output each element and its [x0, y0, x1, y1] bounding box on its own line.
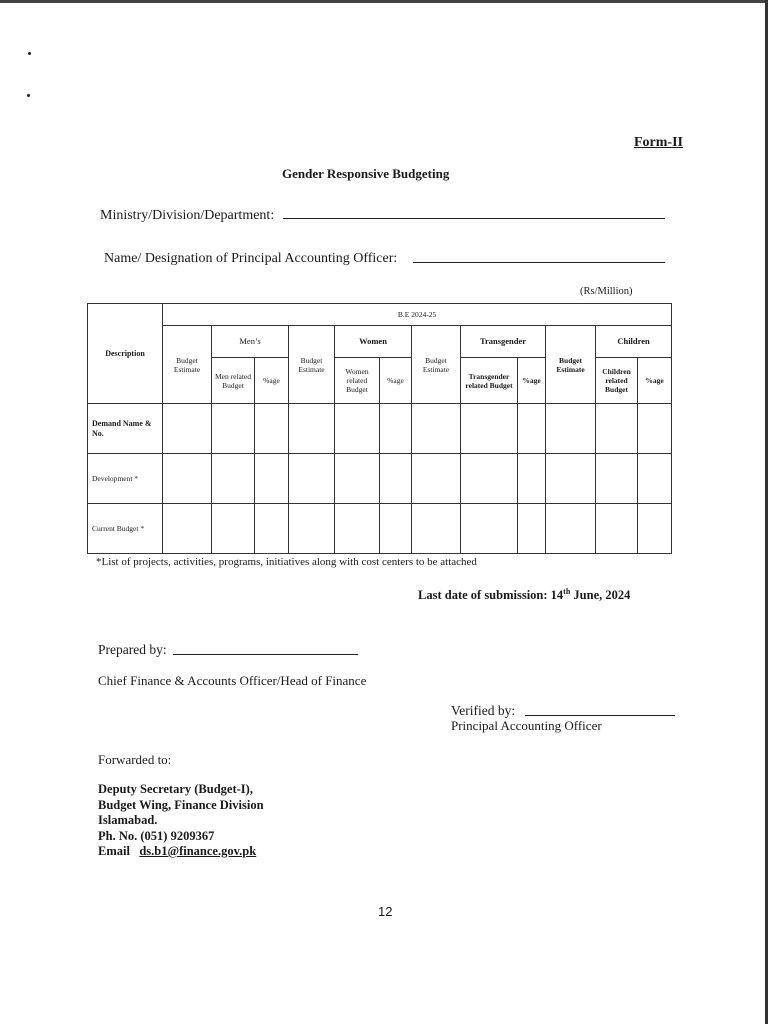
children-related-header: Children related Budget — [596, 358, 638, 404]
table-cell[interactable] — [255, 504, 289, 554]
women-budget-estimate-header: Budget Estimate — [289, 326, 335, 404]
transgender-pct-header: %age — [518, 358, 546, 404]
table-cell[interactable] — [289, 504, 335, 554]
table-cell[interactable] — [380, 404, 412, 454]
description-header: Description — [88, 304, 163, 404]
ministry-label: Ministry/Division/Department: — [100, 208, 275, 223]
men-pct-header: %age — [255, 358, 289, 404]
table-cell[interactable] — [412, 454, 461, 504]
email-link[interactable]: ds.b1@finance.gov.pk — [139, 844, 257, 858]
row-label-demand: Demand Name & No. — [88, 404, 163, 454]
table-cell[interactable] — [546, 454, 596, 504]
men-related-header: Men related Budget — [212, 358, 255, 404]
forwarded-to-label: Forwarded to: — [98, 752, 172, 767]
transgender-group-header: Transgender — [461, 326, 546, 358]
table-row — [88, 454, 672, 504]
ministry-blank-line[interactable] — [283, 218, 665, 219]
table-cell[interactable] — [255, 454, 289, 504]
page-title: Gender Responsive Budgeting — [282, 166, 450, 181]
transgender-budget-estimate-header: Budget Estimate — [412, 326, 461, 404]
table-cell[interactable] — [518, 404, 546, 454]
deadline-day-suffix: th — [563, 587, 571, 596]
table-cell[interactable] — [461, 404, 518, 454]
verified-by-blank-line[interactable] — [525, 715, 675, 716]
table-cell[interactable] — [546, 504, 596, 554]
row-label-current-budget: Current Budget * — [88, 504, 163, 554]
address-phone: Ph. No. (051) 9209367 — [98, 829, 215, 843]
men-budget-estimate-header: Budget Estimate — [163, 326, 212, 404]
children-group-header: Children — [596, 326, 672, 358]
chief-finance-label: Chief Finance & Accounts Officer/Head of Finance — [98, 673, 367, 688]
table-cell[interactable] — [335, 404, 380, 454]
table-cell[interactable] — [546, 404, 596, 454]
scan-speck — [28, 52, 31, 55]
address-email-row — [98, 844, 256, 859]
budget-table — [87, 303, 672, 554]
table-cell[interactable] — [212, 404, 255, 454]
table-cell[interactable] — [289, 454, 335, 504]
be-header: B.E 2024-25 — [163, 304, 672, 326]
officer-blank-line[interactable] — [413, 262, 665, 263]
table-cell[interactable] — [163, 454, 212, 504]
table-cell[interactable] — [380, 504, 412, 554]
table-cell[interactable] — [212, 504, 255, 554]
page-number: 12 — [378, 904, 393, 919]
units-label: (Rs/Million) — [580, 286, 633, 297]
table-cell[interactable] — [255, 404, 289, 454]
deadline-day: 14 — [550, 588, 564, 603]
transgender-related-header: Transgender related Budget — [461, 358, 518, 404]
submission-deadline — [418, 587, 630, 603]
scan-top-edge — [0, 0, 768, 3]
table-cell[interactable] — [412, 504, 461, 554]
principal-officer-label: Principal Accounting Officer — [451, 718, 602, 733]
table-cell[interactable] — [638, 454, 672, 504]
table-cell[interactable] — [289, 404, 335, 454]
prepared-by-blank-line[interactable] — [173, 654, 358, 655]
children-budget-estimate-header: Budget Estimate — [546, 326, 596, 404]
address-line-1: Deputy Secretary (Budget-I), — [98, 782, 253, 796]
table-cell[interactable] — [163, 504, 212, 554]
verified-by-label: Verified by: — [451, 703, 516, 718]
table-cell[interactable] — [638, 504, 672, 554]
table-cell[interactable] — [212, 454, 255, 504]
table-cell[interactable] — [518, 504, 546, 554]
table-cell[interactable] — [412, 404, 461, 454]
table-cell[interactable] — [335, 504, 380, 554]
form-label: Form-II — [634, 135, 683, 150]
deadline-rest: June, 2024 — [573, 588, 631, 603]
email-label: Email — [98, 844, 130, 858]
table-cell[interactable] — [461, 454, 518, 504]
children-pct-header: %age — [638, 358, 672, 404]
table-cell[interactable] — [518, 454, 546, 504]
table-row — [88, 504, 672, 554]
attachment-note: *List of projects, activities, programs, initiatives along with cost centers to be attached — [96, 556, 477, 568]
officer-label: Name/ Designation of Principal Accounting Officer: — [104, 251, 398, 266]
women-pct-header: %age — [380, 358, 412, 404]
table-cell[interactable] — [596, 404, 638, 454]
table-cell[interactable] — [461, 504, 518, 554]
prepared-by-label: Prepared by: — [98, 642, 167, 657]
women-group-header: Women — [335, 326, 412, 358]
table-cell[interactable] — [380, 454, 412, 504]
table-cell[interactable] — [596, 454, 638, 504]
table-cell[interactable] — [335, 454, 380, 504]
table-row — [88, 404, 672, 454]
table-cell[interactable] — [163, 404, 212, 454]
scan-speck — [27, 94, 30, 97]
women-related-header: Women related Budget — [335, 358, 380, 404]
deadline-label: Last date of submission: — [418, 588, 548, 603]
address-line-3: Islamabad. — [98, 813, 158, 827]
row-label-development: Development * — [88, 454, 163, 504]
address-line-2: Budget Wing, Finance Division — [98, 798, 264, 812]
table-cell[interactable] — [638, 404, 672, 454]
table-cell[interactable] — [596, 504, 638, 554]
men-group-header: Men’s — [212, 326, 289, 358]
